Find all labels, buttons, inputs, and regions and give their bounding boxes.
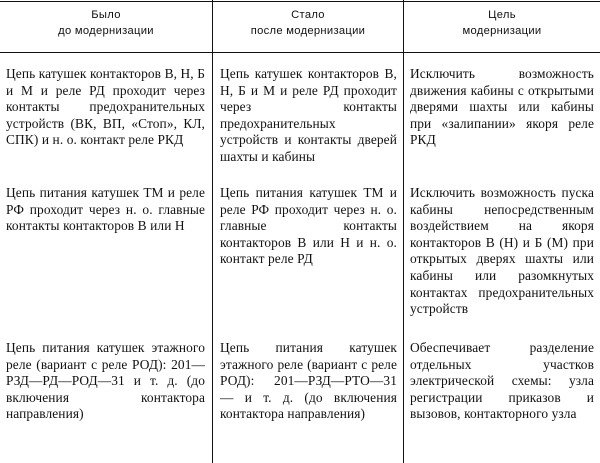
row1-after: Цепь катушек контакторов В, Н, Б и М и реле РД проходит через контакты предохранительных устройств и контакты дверей шахты и кабины [220, 66, 397, 164]
header-before-line2: до модернизации [58, 25, 154, 37]
row2-after: Цепь питания катушек ТМ и реле РФ проходит через н. о. главные контакты контакторов В или Н и н. о. контакт реле РД [220, 185, 397, 267]
header-before-line1: Было [91, 9, 121, 21]
header-before [0, 7, 212, 39]
header-after-line2: после модернизации [250, 25, 366, 37]
row2-before: Цепь питания катушек ТМ и реле РФ проходит через н. о. главные контакты контакторов В или Н [6, 185, 205, 234]
row2-goal: Исключить возможность пуска кабины непосредственным воздействием на якоря контакторов В (Н) и Б (М) при открытых дверях шахты или кабины или разомкнутых контактах предохранительных устройств [410, 185, 594, 317]
header-after [213, 7, 403, 39]
top-rule [0, 1, 600, 2]
header-goal-line1: Цель [488, 9, 516, 21]
header-after-line1: Стало [291, 9, 325, 21]
column-divider-1 [212, 0, 213, 463]
row3-before: Цепь питания катушек этажного реле (вариант с реле РОД): 201—РЗД—РД—РОД—31 и т. д. (до включения контактора направления) [6, 340, 205, 422]
row1-before: Цепь катушек контакторов В, Н, Б и М и реле РД проходит через контакты предохранительных устройств (ВК, ВП, «Стоп», КЛ, СПК) и н. о. контакт реле РКД [6, 66, 205, 148]
row1-goal: Исключить возможность движения кабины с открытыми дверями шахты или кабины при «залипании» якоря реле РКД [410, 66, 594, 148]
row3-after: Цепь питания катушек этажного реле (вариант с реле РОД): 201—РЗД—РТО—31 — и т. д. (до включения контактора направления) [220, 340, 397, 422]
column-divider-2 [403, 0, 404, 463]
header-rule [0, 52, 600, 53]
header-goal-line2: модернизации [462, 25, 542, 37]
row3-goal: Обеспечивает разделение отдельных участков электрической схемы: узла регистрации приказов и вызовов, контакторного узла [410, 340, 594, 422]
header-goal [404, 7, 600, 39]
